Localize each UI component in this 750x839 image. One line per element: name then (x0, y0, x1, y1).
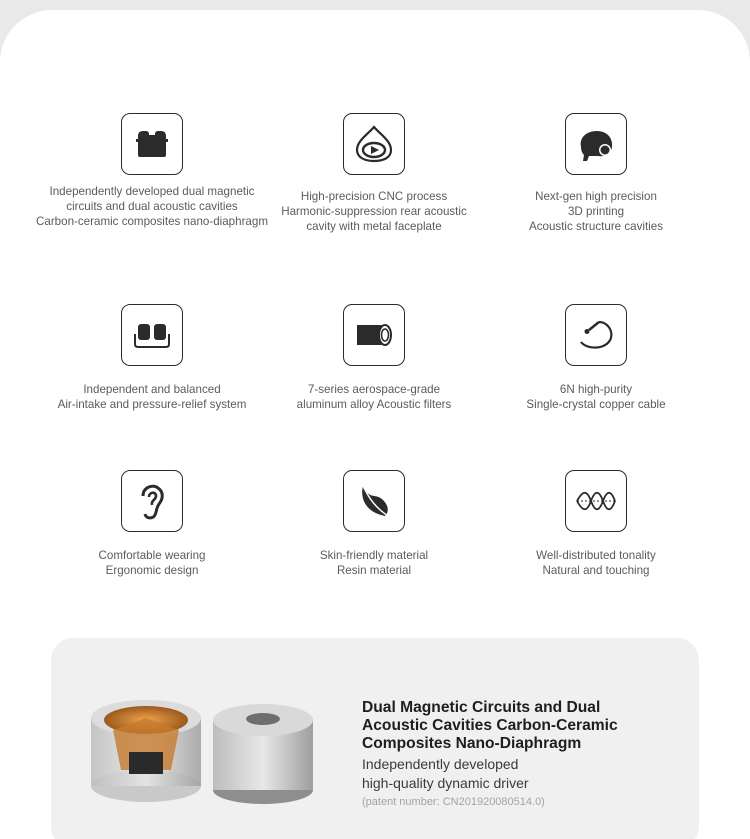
feature-description: Independently developed dual magnetic circuits and dual acoustic cavities Carbon-ceramic composites nano-diaphragm (36, 185, 268, 228)
feature-tonality (476, 470, 716, 578)
feature-air-intake (32, 304, 272, 412)
feature-description: 7-series aerospace-grade aluminum alloy Acoustic filters (296, 383, 452, 411)
feature-ergonomic (32, 470, 272, 578)
feature-dual-magnet (32, 113, 272, 229)
feature-description: Comfortable wearing Ergonomic design (98, 549, 206, 577)
feature-description: Skin-friendly material Resin material (319, 549, 429, 577)
feather-icon (343, 470, 405, 532)
dual-magnet-icon (121, 113, 183, 175)
feature-description: 6N high-purity Single-crystal copper cable (526, 383, 666, 411)
feature-description: Well-distributed tonality Natural and touching (536, 549, 656, 577)
air-intake-icon (121, 304, 183, 366)
driver-panel (51, 638, 699, 839)
driver-title: Dual Magnetic Circuits and Dual Acoustic Cavities Carbon-Ceramic Composites Nano-Diaphragm (362, 699, 618, 752)
feature-acoustic-filter (254, 304, 494, 412)
waveform-icon (565, 470, 627, 532)
feature-cnc (254, 113, 494, 234)
cable-icon (565, 304, 627, 366)
3d-printed-earpiece-icon (565, 113, 627, 175)
driver-subtitle: Independently developed high-quality dynamic driver (362, 756, 529, 791)
ear-icon (121, 470, 183, 532)
cnc-shell-icon (343, 113, 405, 175)
patent-number: (patent number: CN201920080514.0) (362, 796, 545, 808)
acoustic-filter-icon (343, 304, 405, 366)
feature-description: Independent and balanced Air-intake and pressure-relief system (57, 383, 247, 411)
dynamic-driver-image (91, 690, 331, 810)
feature-cable (476, 304, 716, 412)
feature-skin-friendly (254, 470, 494, 578)
feature-3d-printing (476, 113, 716, 234)
feature-description: Next-gen high precision 3D printing Acoustic structure cavities (528, 190, 664, 233)
feature-description: High-precision CNC process Harmonic-suppression rear acoustic cavity with metal faceplate (281, 190, 467, 233)
